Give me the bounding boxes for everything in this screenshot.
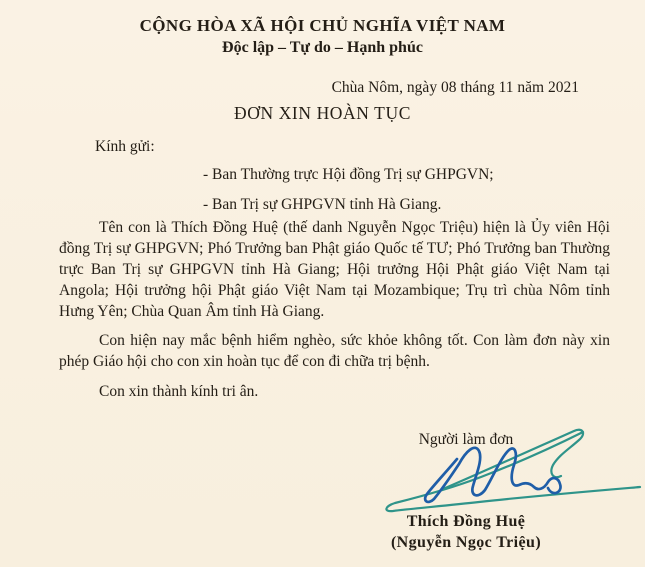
body-text [59, 217, 610, 402]
paragraph-thanks: Con xin thành kính tri ân. [99, 383, 259, 400]
salutation: Kính gửi: [95, 138, 155, 155]
signature-blue-scrawl-stroke [425, 448, 560, 502]
paragraph-reason: Con hiện nay mắc bệnh hiểm nghèo, sức khỏe không tốt. Con làm đơn này xin phép Giáo hội cho con xin hoàn tục để con đi chữa trị bệnh. [59, 332, 610, 370]
paragraph-introduction: Tên con là Thích Đồng Huệ (thế danh Nguyễn Ngọc Triệu) hiện là Ủy viên Hội đồng Trị sự GHPGVN; Phó Trưởng ban Phật giáo Quốc tế TƯ; Phó Trưởng ban Thường trực Ban Trị sự GHPGVN tỉnh Hà Giang; Hội trưởng Hội Phật giáo Việt Nam tại Angola; Hội trưởng hội Phật giáo Việt Nam tại Mozambique; Trụ trì chùa Nôm tỉnh Hưng Yên; Chùa Quan Âm tỉnh Hà Giang. [59, 219, 610, 320]
date-line: Chùa Nôm, ngày 08 tháng 11 năm 2021 [331, 79, 579, 96]
national-header-line1: CỘNG HÒA XÃ HỘI CHỦ NGHĨA VIỆT NAM [139, 16, 506, 35]
handwritten-signature-icon [383, 424, 643, 520]
recipient-line-2: - Ban Trị sự GHPGVN tỉnh Hà Giang. [203, 196, 442, 213]
signer-role-label: Người làm đơn [418, 431, 514, 448]
recipient-line-1: - Ban Thường trực Hội đồng Trị sự GHPGVN; [203, 166, 494, 183]
national-header [0, 16, 645, 57]
signer-birth-name: (Nguyễn Ngọc Triệu) [390, 534, 542, 551]
signer-name: Thích Đồng Huệ [406, 513, 526, 530]
document-title: ĐƠN XIN HOÀN TỤC [234, 103, 411, 123]
national-motto-line2: Độc lập – Tự do – Hạnh phúc [222, 39, 423, 56]
